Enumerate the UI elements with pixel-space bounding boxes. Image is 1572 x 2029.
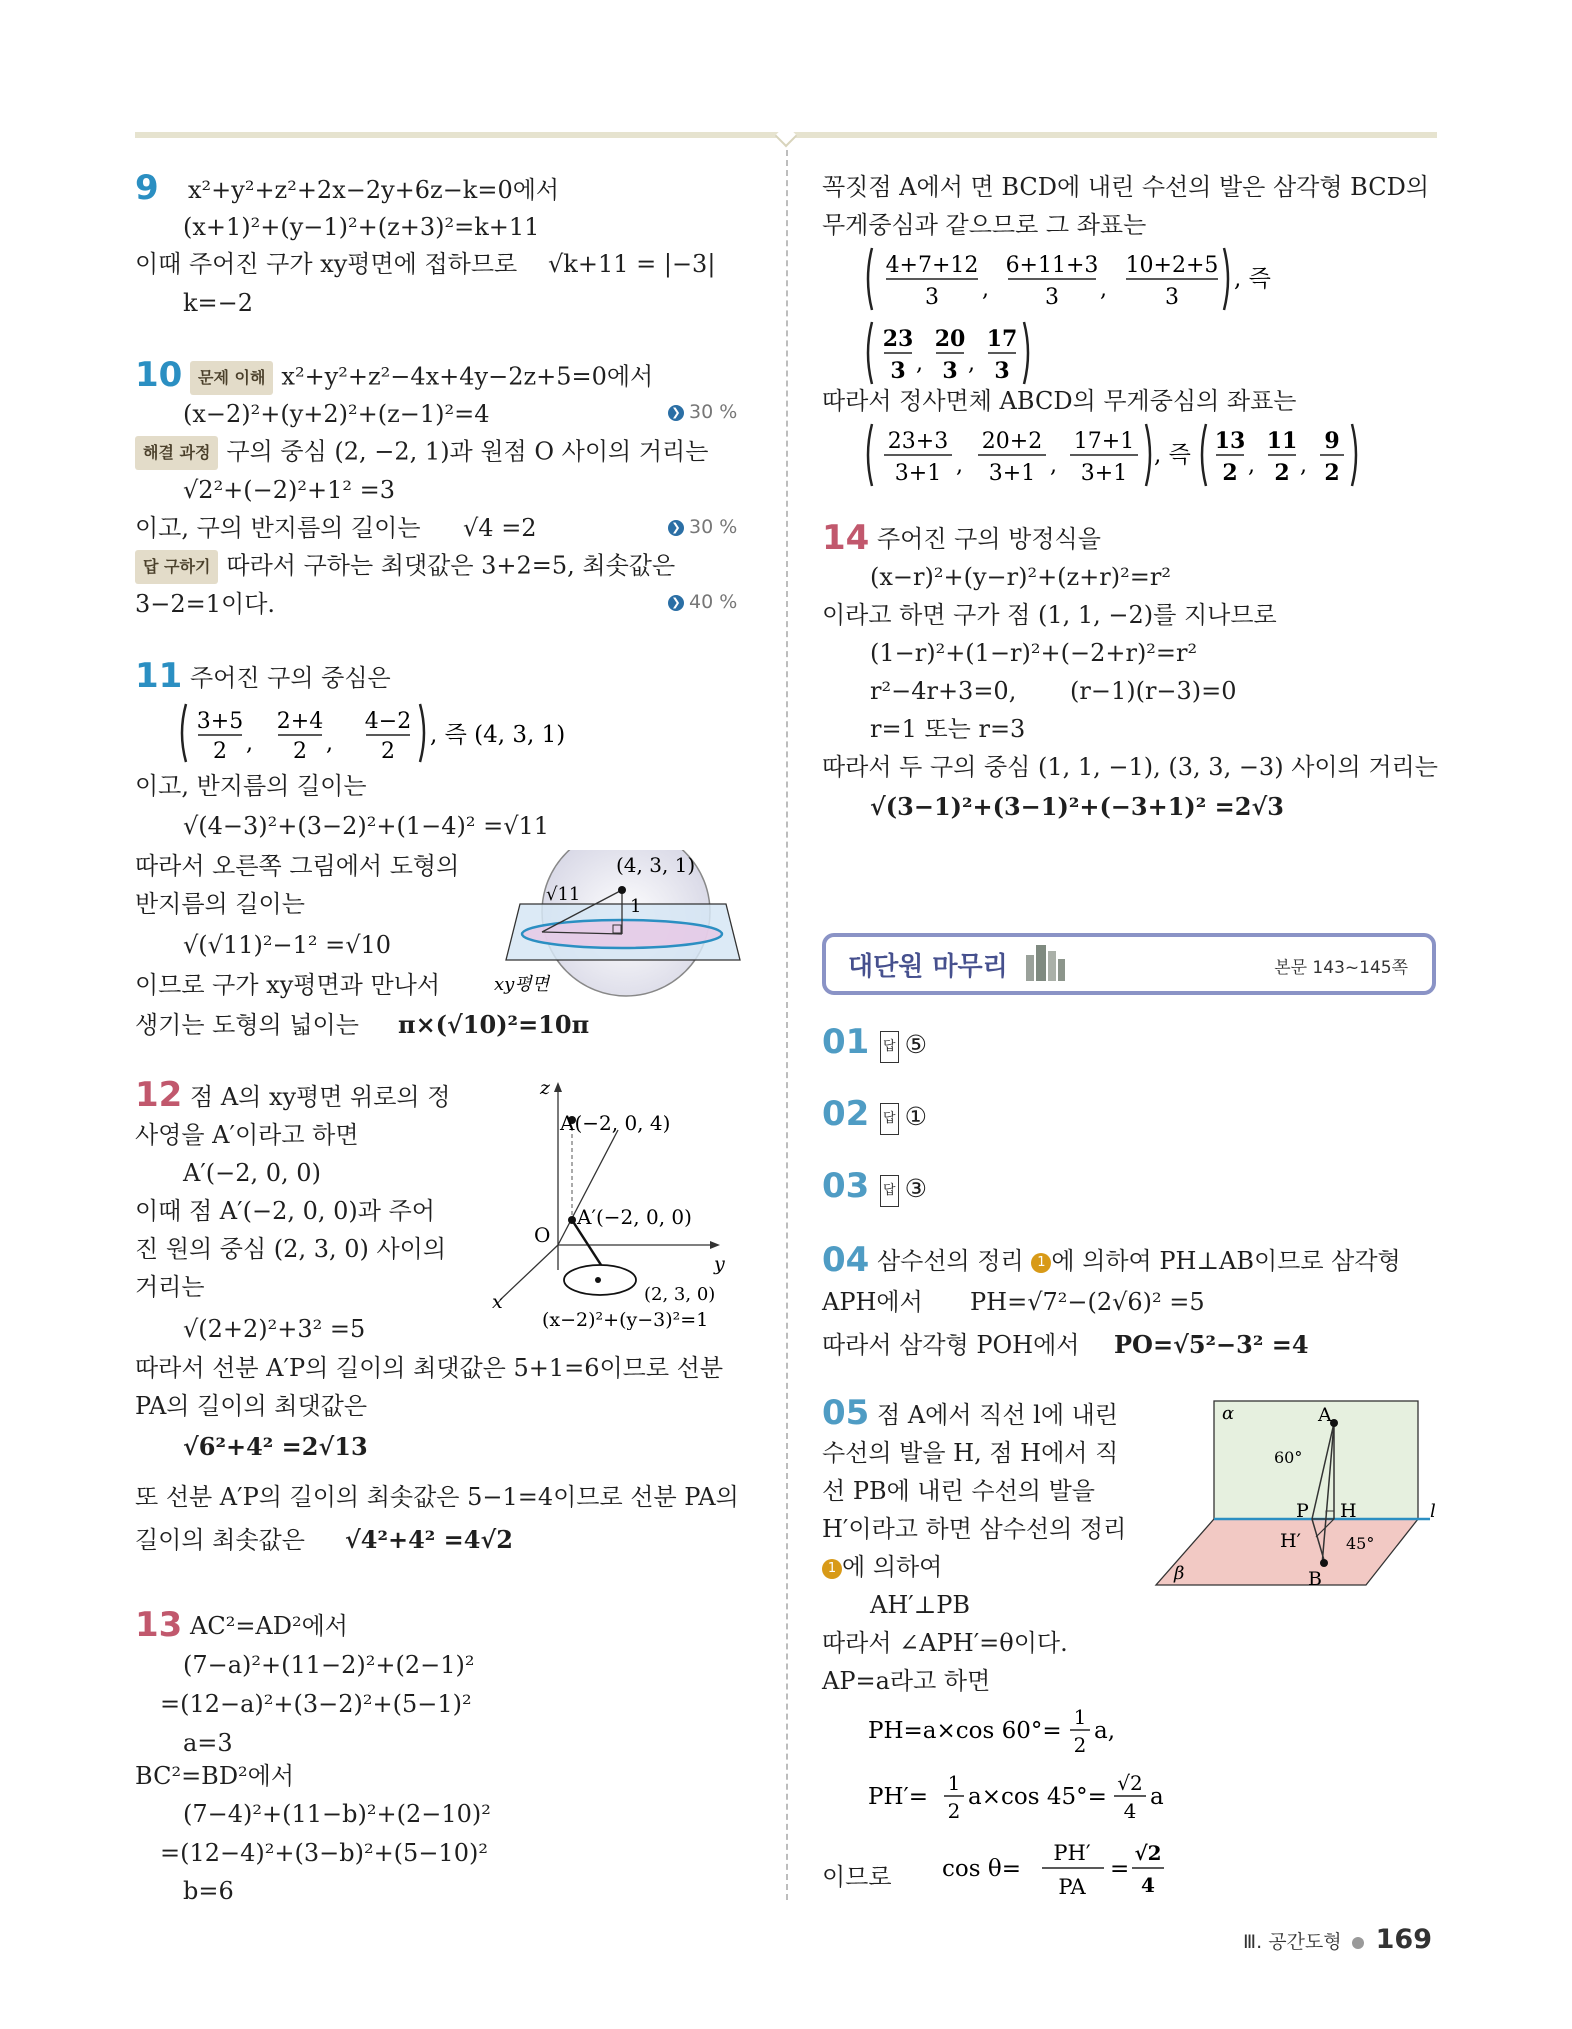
p05-line4: H′이라고 하면 삼수선의 정리 <box>822 1515 1127 1543</box>
svg-text:11: 11 <box>1266 428 1298 454</box>
banner-title: 대단원 마무리 <box>848 952 1008 982</box>
p04-line2: APH에서 <box>822 1288 923 1316</box>
frac-num: 4−2 <box>364 709 412 734</box>
p14-line3: 이라고 하면 구가 점 (1, 1, −2)를 지나므로 <box>822 601 1277 629</box>
label-Hprime: H′ <box>1280 1530 1301 1552</box>
label-P: P <box>1296 1500 1309 1522</box>
answer-number: 02 <box>822 1094 870 1134</box>
top-notch <box>775 125 798 148</box>
p11-line8: 이므로 구가 xy평면과 만나서 <box>135 971 441 999</box>
svg-text:23: 23 <box>882 326 914 352</box>
p04-line1a: 삼수선의 정리 <box>877 1247 1024 1275</box>
svg-text:√2: √2 <box>1117 1771 1143 1795</box>
building-icon <box>1022 941 1068 981</box>
svg-text:cos θ=: cos θ= <box>942 1856 1021 1882</box>
svg-text:,: , <box>326 731 333 756</box>
p11-line5: 따라서 오른쪽 그림에서 도형의 <box>135 852 460 880</box>
svg-text:2: 2 <box>1324 460 1340 486</box>
label-O: O <box>534 1223 551 1247</box>
plane-beta <box>1156 1519 1418 1585</box>
label-alpha: α <box>1222 1403 1235 1424</box>
answer-row <box>874 1102 927 1135</box>
p13-line5: BC²=BD²에서 <box>135 1762 295 1790</box>
label-circle-eq: (x−2)²+(y−3)²=1 <box>542 1309 709 1330</box>
p10-line5-eq: √4 =2 <box>463 514 537 542</box>
svg-text:23+3: 23+3 <box>887 429 949 454</box>
label-A: A(−2, 0, 4) <box>560 1111 671 1135</box>
svg-text:13: 13 <box>1214 428 1246 454</box>
p11-center-formula <box>176 700 596 766</box>
svg-text:20+2: 20+2 <box>981 429 1043 454</box>
label-Aprime: A′(−2, 0, 0) <box>577 1205 692 1229</box>
p12-line5: 진 원의 중심 (2, 3, 0) 사이의 <box>135 1235 447 1263</box>
problem-number: 9 <box>135 168 159 208</box>
p05-line11: 이므로 <box>822 1863 892 1891</box>
p9-line2: (x+1)²+(y−1)²+(z+3)²=k+11 <box>183 213 540 241</box>
centroid-formula-2 <box>862 318 1062 388</box>
svg-text:, 즉: , 즉 <box>1234 266 1271 292</box>
label-beta: β <box>1174 1563 1185 1584</box>
svg-text:3: 3 <box>942 358 958 384</box>
answer-row <box>874 1174 927 1207</box>
p13-line4: a=3 <box>183 1729 233 1757</box>
svg-text:3: 3 <box>925 285 939 310</box>
p12-line1: 점 A의 xy평면 위로의 정 <box>190 1083 451 1111</box>
centroid-formula-3 <box>862 420 1382 490</box>
answer-tag: 답 <box>880 1031 899 1063</box>
p14-line6: r=1 또는 r=3 <box>870 715 1026 743</box>
svg-text:PH=a×cos 60°=: PH=a×cos 60°= <box>868 1718 1062 1744</box>
svg-text:9: 9 <box>1324 428 1340 454</box>
svg-text:4: 4 <box>1141 1873 1155 1897</box>
svg-text:3: 3 <box>1045 285 1059 310</box>
p12-line12: 길이의 최솟값은 <box>135 1526 305 1554</box>
fig-center-label: (4, 3, 1) <box>616 853 696 877</box>
svg-text:, 즉: , 즉 <box>1154 442 1191 468</box>
svg-text:PH′=: PH′= <box>868 1784 929 1810</box>
svg-text:a,: a, <box>1094 1718 1116 1744</box>
p11-line6: 반지름의 길이는 <box>135 890 305 918</box>
frac-num: 2+4 <box>276 709 324 734</box>
svg-text:10+2+5: 10+2+5 <box>1125 253 1219 278</box>
svg-text:3: 3 <box>994 358 1010 384</box>
p9-line3: 이때 주어진 구가 xy평면에 접하므로 <box>135 250 518 278</box>
label-A: A <box>1318 1404 1332 1426</box>
p10-line4: √2²+(−2)²+1² =3 <box>183 476 396 504</box>
banner-reference: 본문 143~145쪽 <box>1274 958 1408 978</box>
svg-text:2: 2 <box>1222 460 1238 486</box>
step-tag: 문제 이해 <box>190 361 273 395</box>
svg-text:,: , <box>956 453 963 478</box>
p9-line1: x²+y²+z²+2x−2y+6z−k=0에서 <box>188 176 560 204</box>
frac-den: 2 <box>213 739 227 764</box>
p9-line4: k=−2 <box>183 289 254 317</box>
axis-x: x <box>492 1291 503 1313</box>
p14-line5: r²−4r+3=0, <box>870 677 1017 705</box>
svg-text:,: , <box>916 351 923 376</box>
p05-line5: 에 의하여 <box>842 1553 943 1581</box>
svg-text:4: 4 <box>1123 1799 1137 1823</box>
svg-text:√2: √2 <box>1134 1841 1162 1865</box>
svg-text:,: , <box>968 351 975 376</box>
p05-line1: 점 A에서 직선 l에 내린 <box>877 1401 1118 1429</box>
p11-line2-tail: , 즉 (4, 3, 1) <box>430 722 566 748</box>
p05-line8: AP=a라고 하면 <box>822 1667 991 1695</box>
svg-text:1: 1 <box>1073 1705 1087 1729</box>
problem-number: 12 <box>135 1075 183 1115</box>
p04-line3: 따라서 삼각형 POH에서 <box>822 1331 1080 1359</box>
answer-value: ① <box>904 1102 927 1131</box>
score-percent: ❯ 40 % <box>668 591 737 613</box>
p14-line8: √(3−1)²+(3−1)²+(−3+1)² =2√3 <box>870 792 1284 821</box>
p11-line7: √(√11)²−1² =√10 <box>183 931 392 959</box>
problem-number: 04 <box>822 1240 870 1280</box>
svg-text:20: 20 <box>934 326 966 352</box>
label-center: (2, 3, 0) <box>644 1284 716 1305</box>
frac-den: 2 <box>381 739 395 764</box>
p11-line4: √(4−3)²+(3−2)²+(1−4)² =√11 <box>183 812 550 840</box>
answer-value: ③ <box>904 1174 927 1203</box>
svg-text:4+7+12: 4+7+12 <box>885 253 979 278</box>
step-tag: 해결 과정 <box>135 436 218 470</box>
fig-one-label: 1 <box>630 896 642 917</box>
section-label: Ⅲ. 공간도형 <box>1243 1931 1342 1953</box>
svg-text:3+1: 3+1 <box>988 461 1036 486</box>
problem-number: 10 <box>135 355 183 395</box>
page-number: 169 <box>1375 1924 1432 1955</box>
answer-number: 03 <box>822 1166 870 1206</box>
label-l: l <box>1430 1501 1436 1522</box>
score-percent: ❯ 30 % <box>668 401 737 423</box>
p13-cont-line2: 무게중심과 같으므로 그 좌표는 <box>822 211 1147 239</box>
svg-text:6+11+3: 6+11+3 <box>1005 253 1099 278</box>
svg-text:=: = <box>1110 1856 1130 1882</box>
column-divider <box>786 150 788 1900</box>
answer-tag: 답 <box>880 1103 899 1135</box>
p11-line1: 주어진 구의 중심은 <box>190 664 391 692</box>
p14-line5-b: (r−1)(r−3)=0 <box>1070 677 1237 705</box>
svg-text:,: , <box>982 277 989 302</box>
svg-text:3+1: 3+1 <box>894 461 942 486</box>
center-dot <box>618 886 626 894</box>
page-footer <box>1243 1924 1432 1955</box>
p04-line2-eq: PH=√7²−(2√6)² =5 <box>970 1288 1205 1316</box>
p9-line3-eq: √k+11 = |−3| <box>548 250 716 278</box>
p04-line3-eq: PO=√5²−3² =4 <box>1114 1330 1309 1359</box>
p12-line11: 또 선분 A′P의 길이의 최솟값은 5−1=4이므로 선분 PA의 <box>135 1483 739 1511</box>
sphere-figure <box>490 850 755 1010</box>
p13-line2: (7−a)²+(11−2)²+(2−1)² <box>183 1651 475 1679</box>
p12-line3: A′(−2, 0, 0) <box>183 1159 321 1187</box>
p13-line6: (7−4)²+(11−b)²+(2−10)² <box>183 1800 491 1828</box>
p14-line1: 주어진 구의 방정식을 <box>877 525 1101 553</box>
svg-text:a×cos 45°=: a×cos 45°= <box>968 1784 1107 1810</box>
svg-text:2: 2 <box>1073 1733 1087 1757</box>
plane-figure <box>1150 1395 1440 1595</box>
p12-line12-eq: √4²+4² =4√2 <box>345 1525 513 1554</box>
frac-den: 2 <box>293 739 307 764</box>
p13-cont-line1: 꼭짓점 A에서 면 BCD에 내린 수선의 발은 삼각형 BCD의 <box>822 173 1430 201</box>
coordinate-figure <box>490 1080 750 1330</box>
theorem-badge: 1 <box>1031 1253 1051 1273</box>
p14-line7: 따라서 두 구의 중심 (1, 1, −1), (3, 3, −3) 사이의 거리는 <box>822 753 1438 781</box>
problem-number: 13 <box>135 1605 183 1645</box>
svg-text:PA: PA <box>1058 1875 1086 1899</box>
p10-line3: 구의 중심 (2, −2, 1)과 원점 O 사이의 거리는 <box>226 437 709 466</box>
p13-line7: =(12−4)²+(3−b)²+(5−10)² <box>160 1839 488 1867</box>
svg-text:2: 2 <box>1274 460 1290 486</box>
label-H: H <box>1340 1500 1357 1522</box>
p12-line7: √(2+2)²+3² =5 <box>183 1315 366 1343</box>
svg-text:,: , <box>1050 453 1057 478</box>
p10-line1: x²+y²+z²−4x+4y−2z+5=0에서 <box>281 362 654 391</box>
problem-number: 05 <box>822 1393 870 1433</box>
p12-line4: 이때 점 A′(−2, 0, 0)과 주어 <box>135 1197 435 1225</box>
svg-text:3: 3 <box>1165 285 1179 310</box>
fig-plane-label: xy평면 <box>494 974 550 995</box>
p14-line2: (x−r)²+(y−r)²+(z+r)²=r² <box>870 563 1171 591</box>
step-tag: 답 구하기 <box>135 550 218 584</box>
p04-line1b: 에 의하여 PH⊥AB이므로 삼각형 <box>1051 1247 1401 1275</box>
frac-num: 3+5 <box>196 709 244 734</box>
svg-text:,: , <box>1300 453 1307 478</box>
p10-line2: (x−2)²+(y+2)²+(z−1)²=4 <box>183 400 490 428</box>
answer-value: ⑤ <box>904 1030 927 1059</box>
centroid-formula-1 <box>862 244 1322 314</box>
svg-text:PH′: PH′ <box>1053 1841 1091 1865</box>
p11-line9-eq: π×(√10)²=10π <box>398 1010 590 1039</box>
angle-60: 60° <box>1274 1448 1303 1467</box>
svg-text:,: , <box>246 731 253 756</box>
svg-text:,: , <box>1100 277 1107 302</box>
p05-line7: 따라서 ∠APH′=θ이다. <box>822 1629 1068 1657</box>
svg-text:3: 3 <box>890 358 906 384</box>
svg-text:a: a <box>1150 1784 1164 1810</box>
p10-line6: 따라서 구하는 최댓값은 3+2=5, 최솟값은 <box>226 551 676 580</box>
axis-y: y <box>714 1253 725 1275</box>
svg-text:17: 17 <box>986 326 1018 352</box>
svg-text:1: 1 <box>947 1771 961 1795</box>
p12-line6: 거리는 <box>135 1273 205 1301</box>
p12-line2: 사영을 A′이라고 하면 <box>135 1121 359 1149</box>
p11-line3: 이고, 반지름의 길이는 <box>135 772 367 800</box>
p05-formulas <box>862 1700 1362 1940</box>
p10-line5: 이고, 구의 반지름의 길이는 <box>135 514 421 542</box>
p13-cont-line3: 따라서 정사면체 ABCD의 무게중심의 좌표는 <box>822 387 1297 415</box>
section-banner <box>822 933 1436 995</box>
svg-text:2: 2 <box>947 1799 961 1823</box>
problem-number: 14 <box>822 518 870 558</box>
answer-tag: 답 <box>880 1175 899 1207</box>
p05-line6: AH′⊥PB <box>870 1591 971 1619</box>
svg-text:17+1: 17+1 <box>1073 429 1135 454</box>
p11-line9: 생기는 도형의 넓이는 <box>135 1011 359 1039</box>
axis-z: z <box>540 1080 551 1099</box>
p13-line8: b=6 <box>183 1877 234 1905</box>
answer-row <box>874 1030 927 1063</box>
p13-line3: =(12−a)²+(3−2)²+(5−1)² <box>160 1690 472 1718</box>
p10-line7: 3−2=1이다. <box>135 590 276 618</box>
p05-line3: 선 PB에 내린 수선의 발을 <box>822 1477 1095 1505</box>
problem-number: 11 <box>135 656 183 696</box>
svg-text:,: , <box>1248 453 1255 478</box>
p14-line4: (1−r)²+(1−r)²+(−2+r)²=r² <box>870 639 1198 667</box>
p13-line1: AC²=AD²에서 <box>190 1612 348 1640</box>
p12-line10: √6²+4² =2√13 <box>183 1432 368 1461</box>
svg-text:3+1: 3+1 <box>1080 461 1128 486</box>
p12-line8: 따라서 선분 A′P의 길이의 최댓값은 5+1=6이므로 선분 <box>135 1354 724 1382</box>
angle-45: 45° <box>1346 1534 1375 1553</box>
p05-line2: 수선의 발을 H, 점 H에서 직 <box>822 1439 1119 1467</box>
score-percent: ❯ 30 % <box>668 516 737 538</box>
p12-line9: PA의 길이의 최댓값은 <box>135 1392 368 1420</box>
theorem-badge: 1 <box>822 1559 842 1579</box>
answer-number: 01 <box>822 1022 870 1062</box>
label-B: B <box>1308 1568 1322 1590</box>
fig-radius-label: √11 <box>546 884 581 905</box>
